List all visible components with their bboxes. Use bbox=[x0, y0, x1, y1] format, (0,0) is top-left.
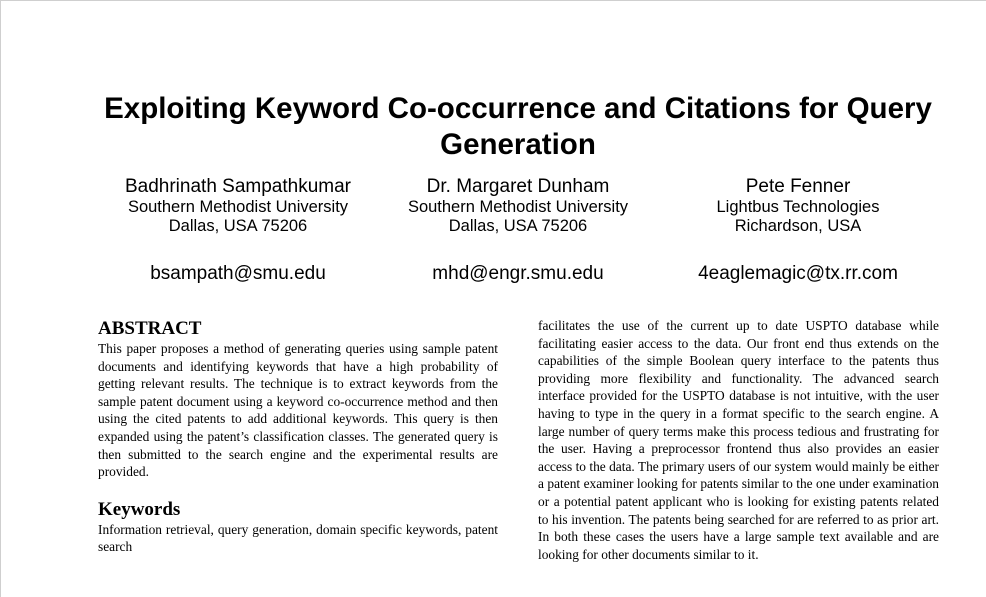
keywords-text: Information retrieval, query generation, domain specific keywords, patent search bbox=[98, 521, 498, 555]
body-paragraph: facilitates the use of the current up to date USPTO database while facilitating easier access to the data. Our front end thus extends on the capabilities of the simple Boolean query interface to the patents thus providing more flexibility and functionality. The advanced search interface provided for the USPTO database is not intuitive, with the user having to type in the query in a format specific to the search engine. A large number of query terms make this process tedious and frustrating for the user. Having a preprocessor frontend thus also provides an easier access to the data. The primary users of our system would mainly be either a patent examiner looking for patents similar to the one under examination or a potential patent applicant who is looking for existing patents related to his invention. The patents being searched for are referred to as prior art. In both these cases the users have a large sample text available and are looking for other documents similar to it. bbox=[538, 318, 939, 562]
author-block-3 bbox=[648, 176, 948, 285]
author-location: Dallas, USA 75206 bbox=[168, 217, 308, 235]
keywords-heading: Keywords bbox=[98, 498, 181, 520]
author-block-1 bbox=[88, 176, 388, 285]
right-column bbox=[538, 317, 939, 563]
author-location: Richardson, USA bbox=[734, 217, 862, 235]
author-affiliation: Southern Methodist University bbox=[407, 198, 629, 216]
author-name: Badhrinath Sampathkumar bbox=[124, 176, 351, 197]
paper-title: Exploiting Keyword Co-occurrence and Citations for Query Generation bbox=[104, 92, 932, 161]
abstract-heading: ABSTRACT bbox=[98, 318, 202, 339]
author-affiliation: Lightbus Technologies bbox=[716, 198, 880, 216]
author-email: bsampath@smu.edu bbox=[150, 263, 326, 284]
author-block-2 bbox=[368, 176, 668, 285]
author-affiliation: Southern Methodist University bbox=[127, 198, 349, 216]
author-email: 4eaglemagic@tx.rr.com bbox=[698, 263, 898, 284]
left-column bbox=[98, 318, 498, 556]
author-name: Dr. Margaret Dunham bbox=[426, 176, 610, 197]
author-location: Dallas, USA 75206 bbox=[448, 217, 588, 235]
author-name: Pete Fenner bbox=[745, 176, 851, 197]
author-email: mhd@engr.smu.edu bbox=[432, 263, 604, 284]
abstract-text: This paper proposes a method of generating queries using sample patent documents and identifying keywords that have a high probability of getting relevant results. The technique is to extract keywords from the sample patent document using a keyword co-occurrence method and then using the cited patents to add additional keywords. This query is then expanded using the patent’s classification classes. The generated query is then submitted to the search engine and the experimental results are provided. bbox=[98, 341, 498, 480]
